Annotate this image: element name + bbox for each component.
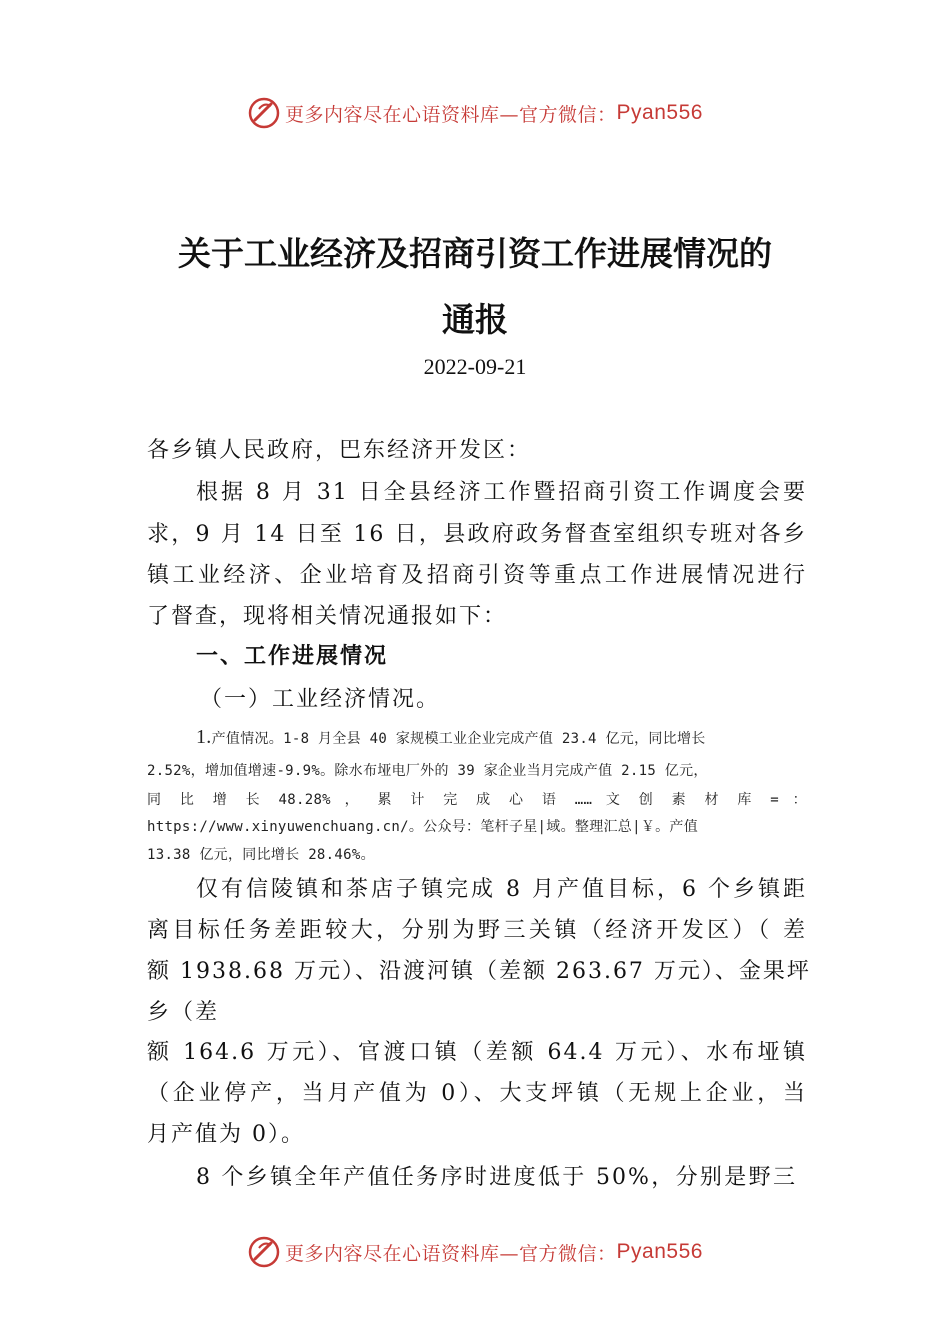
para2-line: 乡（差 bbox=[147, 1000, 220, 1025]
item1-line: https://www.xinyuwenchuang.cn/。公众号：笔杆子星|域。整理汇总|￥。产值 bbox=[147, 819, 699, 835]
section-heading: 一、工作进展情况 bbox=[196, 644, 389, 669]
item1-text: 产值情况。1-8 月全县 40 家规模工业企业完成产值 23.4 亿元，同比增长 bbox=[211, 731, 706, 747]
item1-line: 同 比 增 长 48.28% ， 累 计 完 成 心 语 …… 文 创 素 材 库 = ： bbox=[147, 792, 807, 808]
document-title-line1: 关于工业经济及招商引资工作进展情况的 bbox=[178, 234, 772, 273]
item1-line: 13.38 亿元，同比增长 28.46%。 bbox=[147, 847, 375, 863]
para2-line: 离目标任务差距较大，分别为野三关镇（经济开发区）（ 差 bbox=[147, 918, 807, 943]
para2-line: （企业停产，当月产值为 0）、大支坪镇（无规上企业，当 bbox=[147, 1081, 807, 1106]
item1-line: 2.52%，增加值增速-9.9%。除水布垭电厂外的 39 家企业当月完成产值 2.15 亿元， bbox=[147, 763, 708, 779]
watermark-wechat-id: Pyan556 bbox=[616, 1240, 703, 1263]
watermark-text: 更多内容尽在心语资料库—官方微信： bbox=[285, 1242, 617, 1265]
para2-line: 月产值为 0）。 bbox=[147, 1122, 305, 1147]
para2-line: 额 164.6 万元）、官渡口镇（差额 64.4 万元）、水布垭镇 bbox=[147, 1040, 807, 1065]
intro-line: 求，9 月 14 日至 16 日，县政府政务督查室组织专班对各乡 bbox=[147, 522, 807, 547]
intro-line: 镇工业经济、企业培育及招商引资等重点工作进展情况进行 bbox=[147, 563, 807, 588]
para3-line: 8 个乡镇全年产值任务序时进度低于 50%，分别是野三 bbox=[196, 1165, 797, 1190]
item1-number: 1. bbox=[196, 726, 212, 748]
watermark-wechat-id: Pyan556 bbox=[616, 101, 703, 124]
para2-line: 仅有信陵镇和茶店子镇完成 8 月产值目标，6 个乡镇距 bbox=[196, 877, 807, 902]
intro-line: 根据 8 月 31 日全县经济工作暨招商引资工作调度会要 bbox=[196, 480, 807, 505]
document-date: 2022-09-21 bbox=[423, 354, 527, 379]
watermark-logo-icon bbox=[247, 96, 281, 130]
watermark-logo-icon bbox=[247, 1235, 281, 1269]
watermark-text: 更多内容尽在心语资料库—官方微信： bbox=[285, 103, 617, 126]
intro-line: 了督查，现将相关情况通报如下： bbox=[147, 604, 508, 629]
salutation: 各乡镇人民政府，巴东经济开发区： bbox=[147, 438, 532, 463]
watermark-banner-bottom bbox=[0, 1235, 950, 1269]
watermark-banner-top bbox=[0, 96, 950, 130]
document-title-line2: 通报 bbox=[442, 300, 508, 339]
subsection-heading: （一）工业经济情况。 bbox=[200, 687, 441, 712]
item1-line bbox=[196, 726, 807, 749]
para2-line: 额 1938.68 万元）、沿渡河镇（差额 263.67 万元）、金果坪 bbox=[147, 959, 811, 984]
